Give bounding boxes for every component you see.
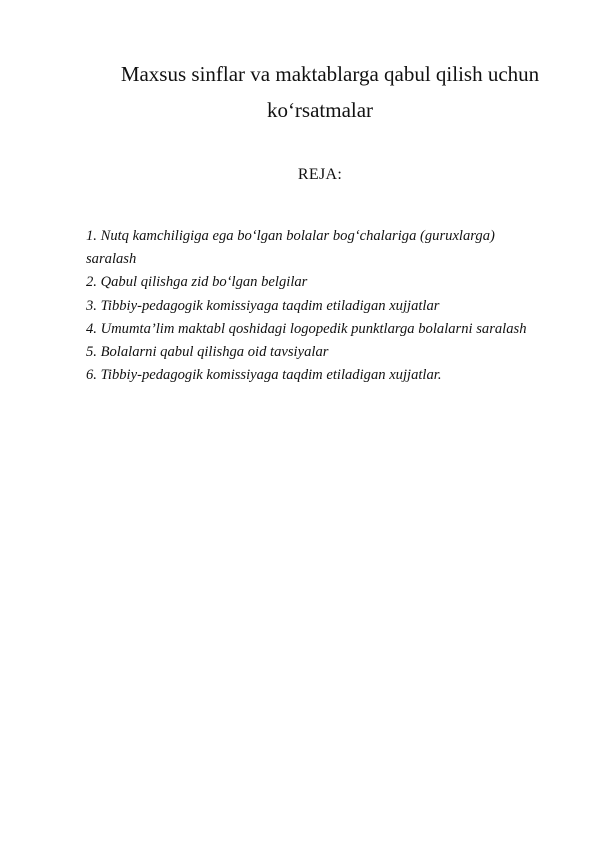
plan-item-5: 5. Bolalarni qabul qilishga oid tavsiyalar (86, 344, 329, 361)
title-line-1: Maxsus sinflar va maktablarga qabul qilish uchun (120, 62, 540, 86)
title-line-2: ko‘rsatmalar (266, 98, 374, 122)
plan-item-6: 6. Tibbiy-pedagogik komissiyaga taqdim etiladigan xujjatlar. (86, 367, 442, 384)
plan-item-2: 2. Qabul qilishga zid bo‘lgan belgilar (86, 274, 308, 291)
plan-list (86, 225, 546, 387)
plan-heading: REJA: (297, 166, 343, 183)
plan-item-3: 3. Tibbiy-pedagogik komissiyaga taqdim etiladigan xujjatlar (86, 297, 440, 314)
plan-item-1: 1. Nutq kamchiligiga ega bo‘lgan bolalar bog‘chalariga (guruxlarga) saralash (86, 228, 495, 268)
plan-item-4: 4. Umumta’lim maktabl qoshidagi logopedik punktlarga bolalarni saralash (86, 320, 527, 337)
document-title (80, 56, 560, 128)
